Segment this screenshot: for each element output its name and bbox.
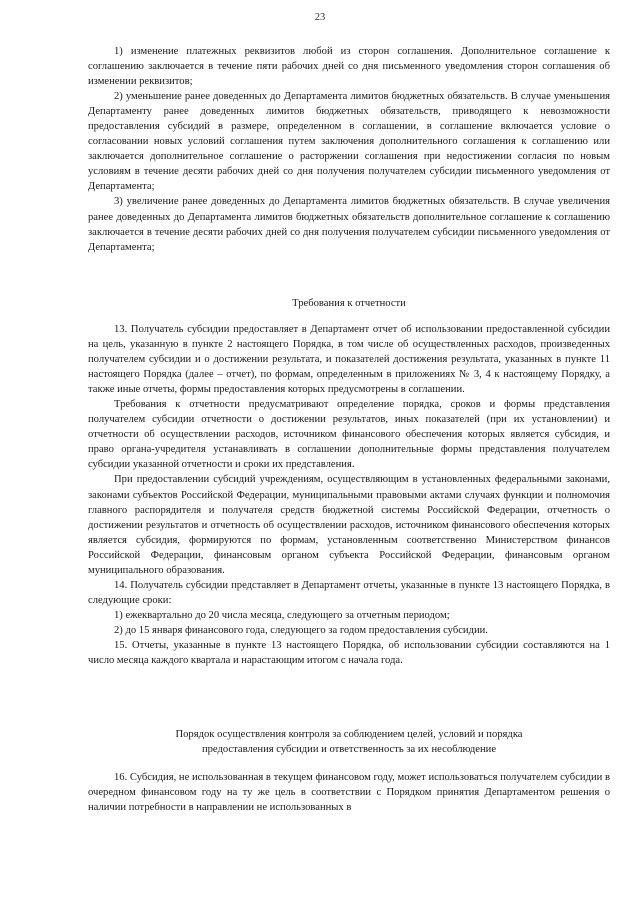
page-number: 23 [314,12,326,23]
paragraph-item-2: 2) уменьшение ранее доведенных до Департамента лимитов бюджетных обязательств. В случае уменьшения Департаменту ранее доведенных лимитов бюджетных обязательств, приводящего к невозможности предоставления субсидий в размере, определенном в соглашении, в соглашение включается условие о согласовании новых условий соглашения путем заключения дополнительного соглашения к соглашению или заключается дополнительное соглашение о расторжении соглашения при недостижении согласия по новым условиям в течение десяти рабочих дней со дня получения получателем субсидии письменного уведомления от Департамента; [88,91,610,193]
paragraph-14-item-2: 2) до 15 января финансового года, следующего за годом предоставления субсидии. [114,624,488,636]
paragraph-14-item-1: 1) ежеквартально до 20 числа месяца, следующего за отчетным периодом; [114,609,450,621]
section-heading-control [88,727,610,757]
reporting-section [88,322,610,668]
paragraph-reporting-requirements: Требования к отчетности предусматривают определение порядка, сроков и формы представления получателем субсидии отчетности о достижении результатов, иных показателей (при их установлении) и отчетности об осуществлении расходов, источником финансового обеспечения которых является субсидия, и право органа-учредителя устанавливать в соглашении дополнительные формы представления получателем субсидии указанной отчетности и сроки их представления. [88,399,610,471]
paragraph-16: 16. Субсидия, не использованная в текущем финансовом году, может использоваться получателем субсидии в очередном финансовом году на ту же цель в соответствии с Порядком принятия Департаментом решения о наличии потребности в направлении не использованных в [88,772,610,814]
paragraph-institutions: При предоставлении субсидий учреждениям, осуществляющим в установленных федеральными законами, законами субъектов Российской Федерации, муниципальными правовыми актами случаях функции и полномочия главного распорядителя и получателя средств бюджетной системы Российской Федерации, отчетность о достижении результатов и отчетность об осуществлении расходов, источником финансового обеспечения которых является субсидия, формируются по формам, установленным соответственно Министерством финансов Российской Федерации, финансовым органом субъекта Российской Федерации, финансовым органом муниципального образования. [88,474,610,576]
control-heading-block [88,727,610,757]
section-heading-control-line-2: предоставления субсидии и ответственность за их несоблюдение [201,744,497,756]
section-heading-reporting: Требования к отчетности [292,298,406,309]
reporting-heading-block [88,296,610,311]
paragraph-14: 14. Получатель субсидии представляет в Департамент отчеты, указанные в пункте 13 настоящего Порядка, в следующие сроки: [88,579,610,606]
paragraph-15: 15. Отчеты, указанные в пункте 13 настоящего Порядка, об использовании субсидии составляются на 1 число месяца каждого квартала и нарастающим итогом с начала года. [88,639,610,667]
contract-changes-section [88,44,610,255]
paragraph-13: 13. Получатель субсидии предоставляет в Департамент отчет об использовании предоставленной субсидии на цель, указанную в пункте 2 настоящего Порядка, в том числе об осуществленных расходов, произведенных получателем субсидии и о достижении результата, и показателей достижения результата, указанных в пункте 11 настоящего Порядка (далее – отчет), по формам, определенным в приложениях № 3, 4 к настоящему Порядку, а также иные отчеты, формы предоставления которых предусмотрены в соглашении. [88,324,610,396]
control-section [88,770,610,815]
paragraph-item-3: 3) увеличение ранее доведенных до Департамента лимитов бюджетных обязательств. В случае увеличения ранее доведенных до Департамента лимитов бюджетных обязательств дополнительное соглашение к соглашению заключается в течение десяти рабочих дней со дня получения получателем субсидии письменного уведомления от Департамента; [88,196,610,253]
section-heading-control-line-1: Порядок осуществления контроля за соблюдением целей, условий и порядка [175,729,523,740]
paragraph-item-1: 1) изменение платежных реквизитов любой из сторон соглашения. Дополнительное соглашение к соглашению заключается в течение пяти рабочих дней со дня письменного уведомления сторон соглашения об изменении реквизитов; [88,46,610,88]
